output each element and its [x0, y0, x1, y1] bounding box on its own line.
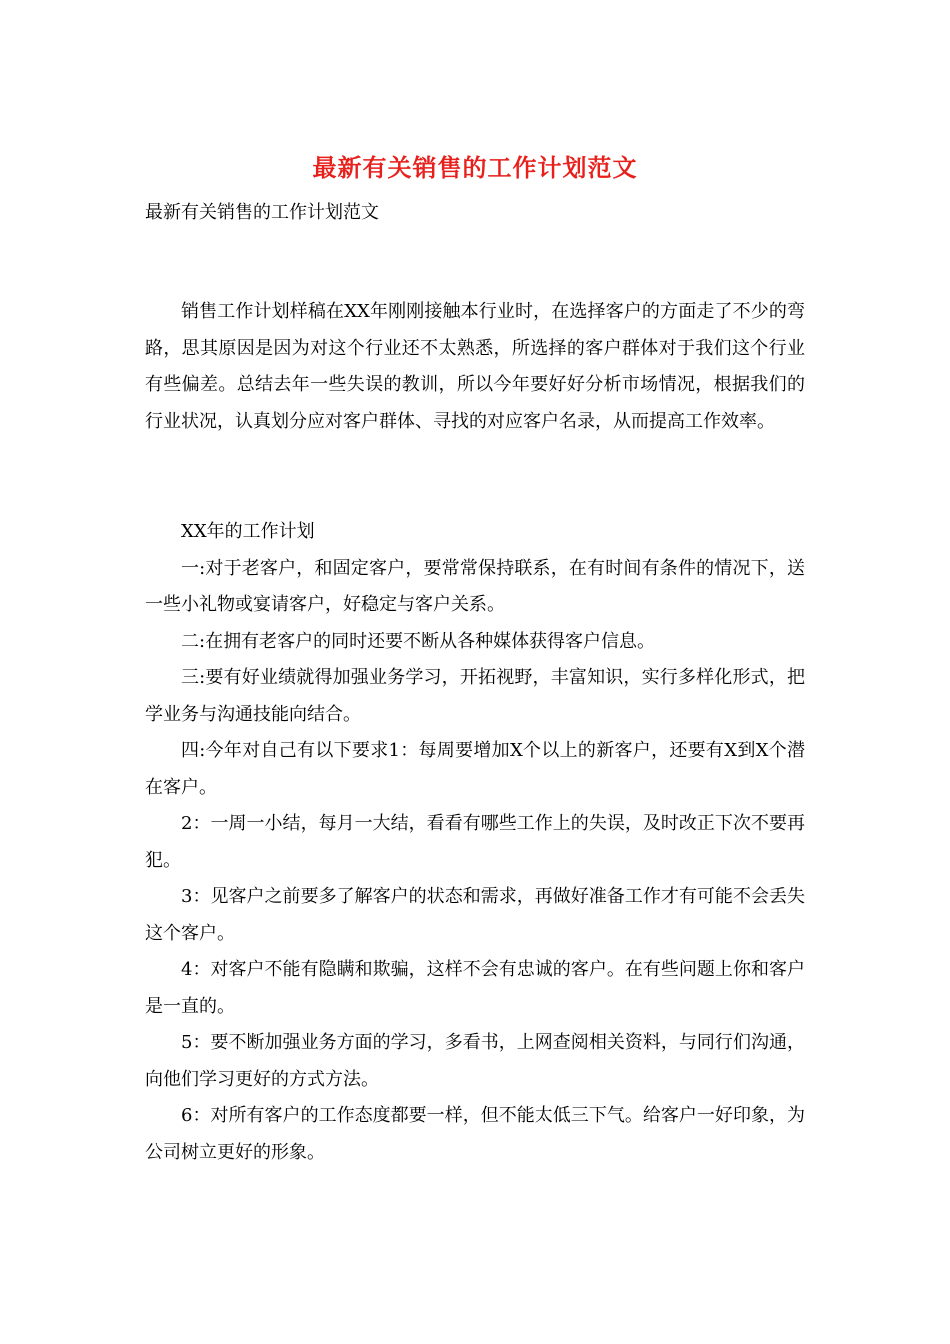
- plan-item: 二:在拥有老客户的同时还要不断从各种媒体获得客户信息。: [181, 630, 656, 652]
- document-title: 最新有关销售的工作计划范文: [312, 153, 638, 182]
- plan-item: 6：对所有客户的工作态度都要一样，但不能太低三下气。给客户一好印象，为公司树立更好的形象。: [145, 1105, 805, 1163]
- intro-paragraph: 销售工作计划样稿在XX年刚刚接触本行业时，在选择客户的方面走了不少的弯路，思其原因是因为对这个行业还不太熟悉，所选择的客户群体对于我们这个行业有些偏差。总结去年一些失误的教训，所以今年要好好分析市场情况，根据我们的行业状况，认真划分应对客户群体、寻找的对应客户名录，从而提高工作效率。: [145, 301, 805, 432]
- plan-section: [145, 514, 805, 1171]
- plan-heading: XX年的工作计划: [181, 521, 315, 542]
- plan-item: 三:要有好业绩就得加强业务学习，开拓视野，丰富知识，实行多样化形式，把学业务与沟通技能向结合。: [145, 667, 805, 725]
- plan-item: 一:对于老客户，和固定客户，要常常保持联系，在有时间有条件的情况下，送一些小礼物或宴请客户，好稳定与客户关系。: [145, 557, 805, 615]
- plan-item: 5：要不断加强业务方面的学习，多看书，上网查阅相关资料，与同行们沟通，向他们学习更好的方式方法。: [145, 1032, 805, 1090]
- plan-item: 4：对客户不能有隐瞒和欺骗，这样不会有忠诚的客户。在有些问题上你和客户是一直的。: [145, 959, 805, 1017]
- plan-item: 2：一周一小结，每月一大结，看看有哪些工作上的失误，及时改正下次不要再犯。: [145, 813, 805, 871]
- intro-section: [145, 294, 805, 440]
- document-subtitle: 最新有关销售的工作计划范文: [145, 202, 379, 223]
- plan-item: 3：见客户之前要多了解客户的状态和需求，再做好准备工作才有可能不会丢失这个客户。: [145, 886, 805, 944]
- plan-item: 四:今年对自己有以下要求1：每周要增加X个以上的新客户，还要有X到X个潜在客户。: [145, 740, 805, 798]
